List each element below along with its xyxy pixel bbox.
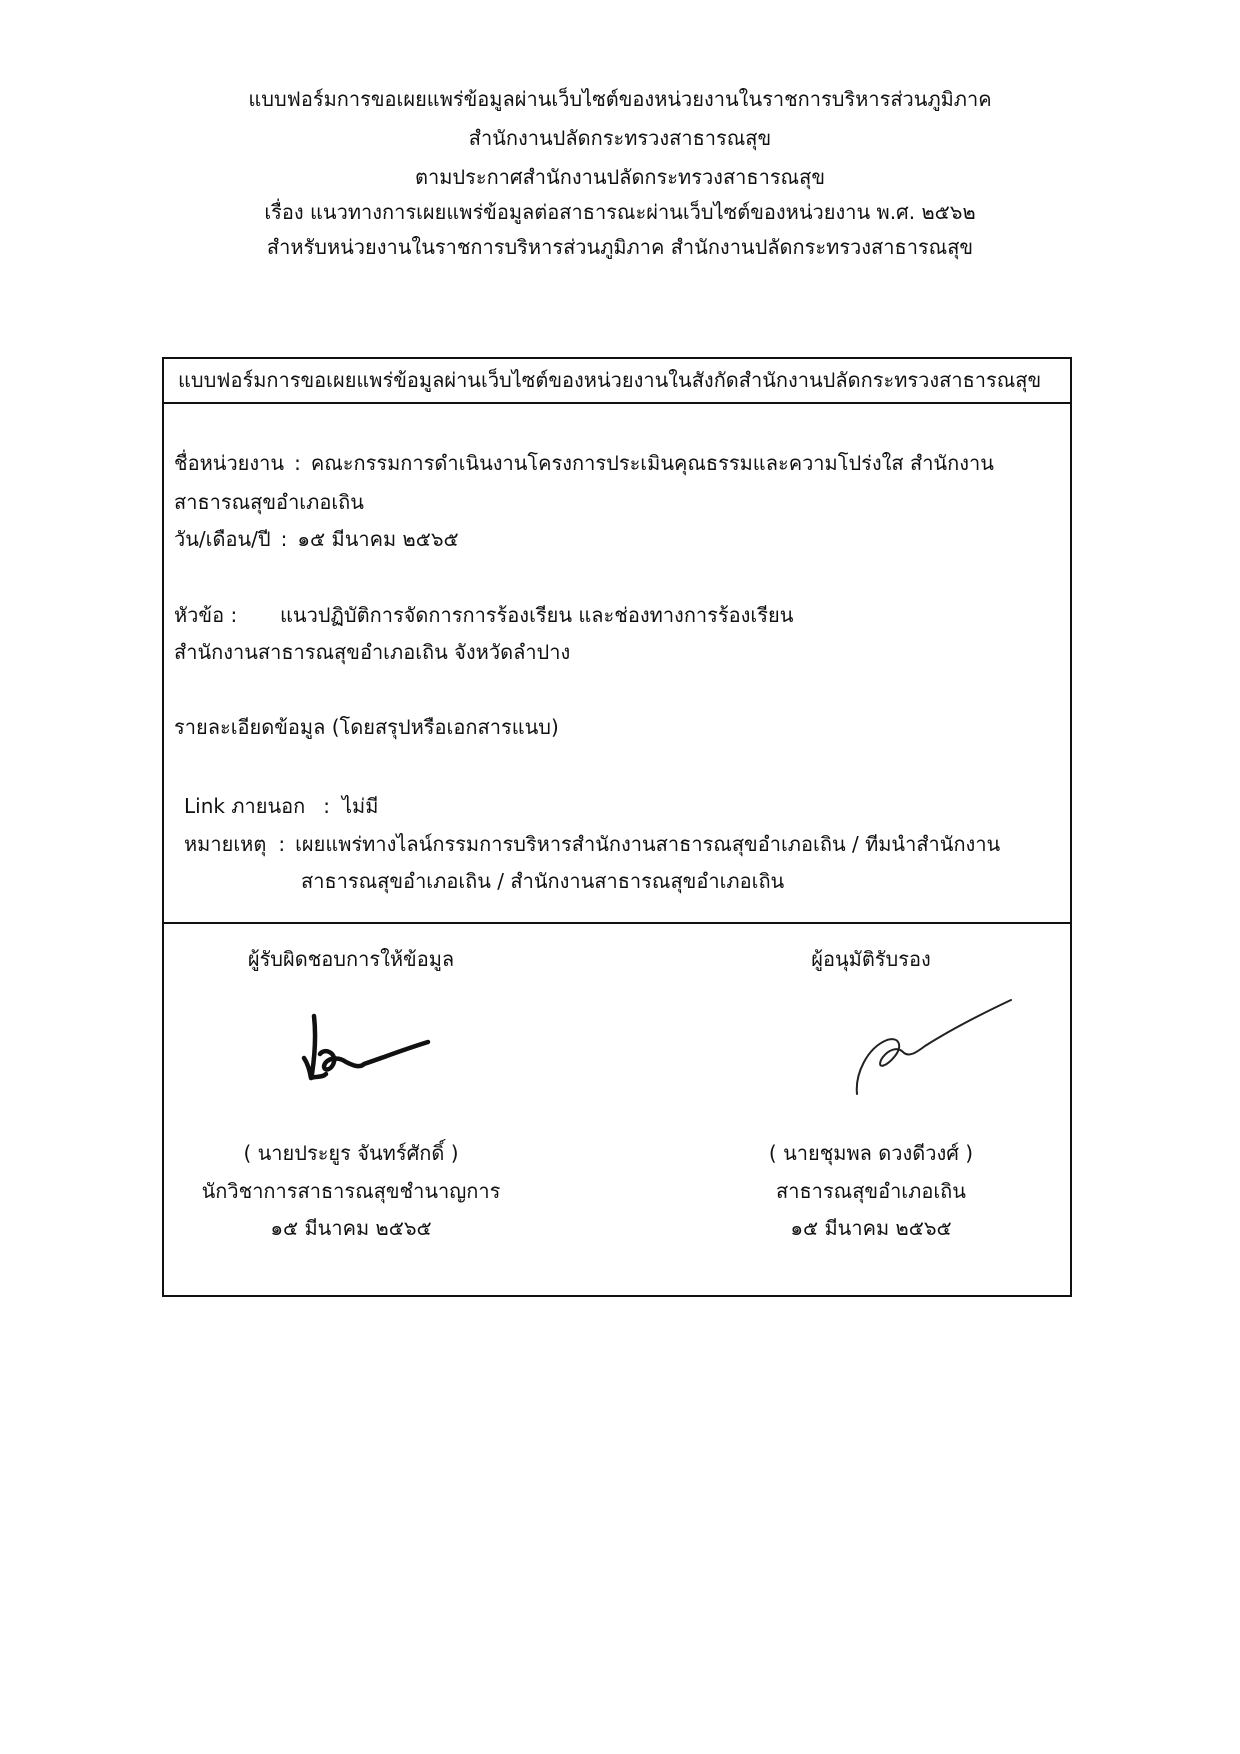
date-value: ๑๕ มีนาคม ๒๕๖๕ (297, 527, 459, 551)
topic-label: หัวข้อ : (174, 603, 238, 627)
topic-row (174, 602, 793, 628)
note-label: หมายเหตุ (184, 832, 267, 856)
agency-value-cont: สาธารณสุขอำเภอเถิน (174, 490, 364, 514)
form-box (162, 357, 1072, 1297)
header-line-4: เรื่อง แนวทางการเผยแพร่ข้อมูลต่อสาธารณะผ่านเว็บไซต์ของหน่วยงาน พ.ศ. ๒๕๖๒ (264, 200, 976, 224)
right-date: ๑๕ มีนาคม ๒๕๖๕ (790, 1216, 952, 1240)
form-body (164, 404, 1070, 924)
document-header (0, 86, 1240, 273)
left-position: นักวิชาการสาธารณสุขชำนาญการ (201, 1179, 501, 1203)
note-value-cont: สาธารณสุขอำเภอเถิน / สำนักงานสาธารณสุขอำเภอเถิน (301, 869, 785, 893)
topic-value: แนวปฏิบัติการจัดการการร้องเรียน และช่องทางการร้องเรียน (280, 603, 794, 627)
header-line-1: แบบฟอร์มการขอเผยแพร่ข้อมูลผ่านเว็บไซต์ของหน่วยงานในราชการบริหารส่วนภูมิภาค (248, 87, 992, 111)
left-date: ๑๕ มีนาคม ๒๕๖๕ (270, 1216, 432, 1240)
form-title: แบบฟอร์มการขอเผยแพร่ข้อมูลผ่านเว็บไซต์ของหน่วยงานในสังกัดสำนักงานปลัดกระทรวงสาธารณสุข (164, 359, 1070, 404)
note-value: เผยแพร่ทางไลน์กรรมการบริหารสำนักงานสาธารณสุขอำเภอเถิน / ทีมนำสำนักงาน (295, 832, 1001, 856)
right-signature-image (847, 994, 1017, 1104)
link-label: Link ภายนอก (184, 794, 306, 818)
details-label: รายละเอียดข้อมูล (โดยสรุปหรือเอกสารแนบ) (174, 715, 559, 739)
link-value: ไม่มี (342, 794, 379, 818)
left-signature-image (294, 1012, 434, 1102)
date-label: วัน/เดือน/ปี (174, 527, 271, 551)
right-position: สาธารณสุขอำเภอเถิน (776, 1179, 966, 1203)
link-row (184, 793, 378, 819)
agency-row (174, 450, 994, 476)
left-role: ผู้รับผิดชอบการให้ข้อมูล (247, 947, 455, 971)
colon: : (323, 794, 330, 818)
topic-value-cont: สำนักงานสาธารณสุขอำเภอเถิน จังหวัดลำปาง (174, 640, 571, 664)
signature-area (164, 924, 1070, 1295)
colon: : (280, 527, 288, 551)
agency-value: คณะกรรมการดำเนินงานโครงการประเมินคุณธรรมและความโปร่งใส สำนักงาน (310, 451, 994, 475)
agency-label: ชื่อหน่วยงาน (174, 451, 285, 475)
right-role: ผู้อนุมัติรับรอง (811, 947, 931, 971)
note-row (184, 831, 1000, 857)
header-line-5: สำหรับหน่วยงานในราชการบริหารส่วนภูมิภาค สำนักงานปลัดกระทรวงสาธารณสุข (266, 235, 974, 259)
colon: : (278, 832, 286, 856)
colon: : (294, 451, 301, 475)
header-line-2: สำนักงานปลัดกระทรวงสาธารณสุข (468, 126, 772, 150)
date-row (174, 526, 459, 552)
header-line-3: ตามประกาศสำนักงานปลัดกระทรวงสาธารณสุข (414, 165, 825, 189)
left-name: ( นายประยูร จันทร์ศักดิ์ ) (243, 1141, 459, 1165)
right-name: ( นายชุมพล ดวงดีวงศ์ ) (768, 1141, 974, 1165)
